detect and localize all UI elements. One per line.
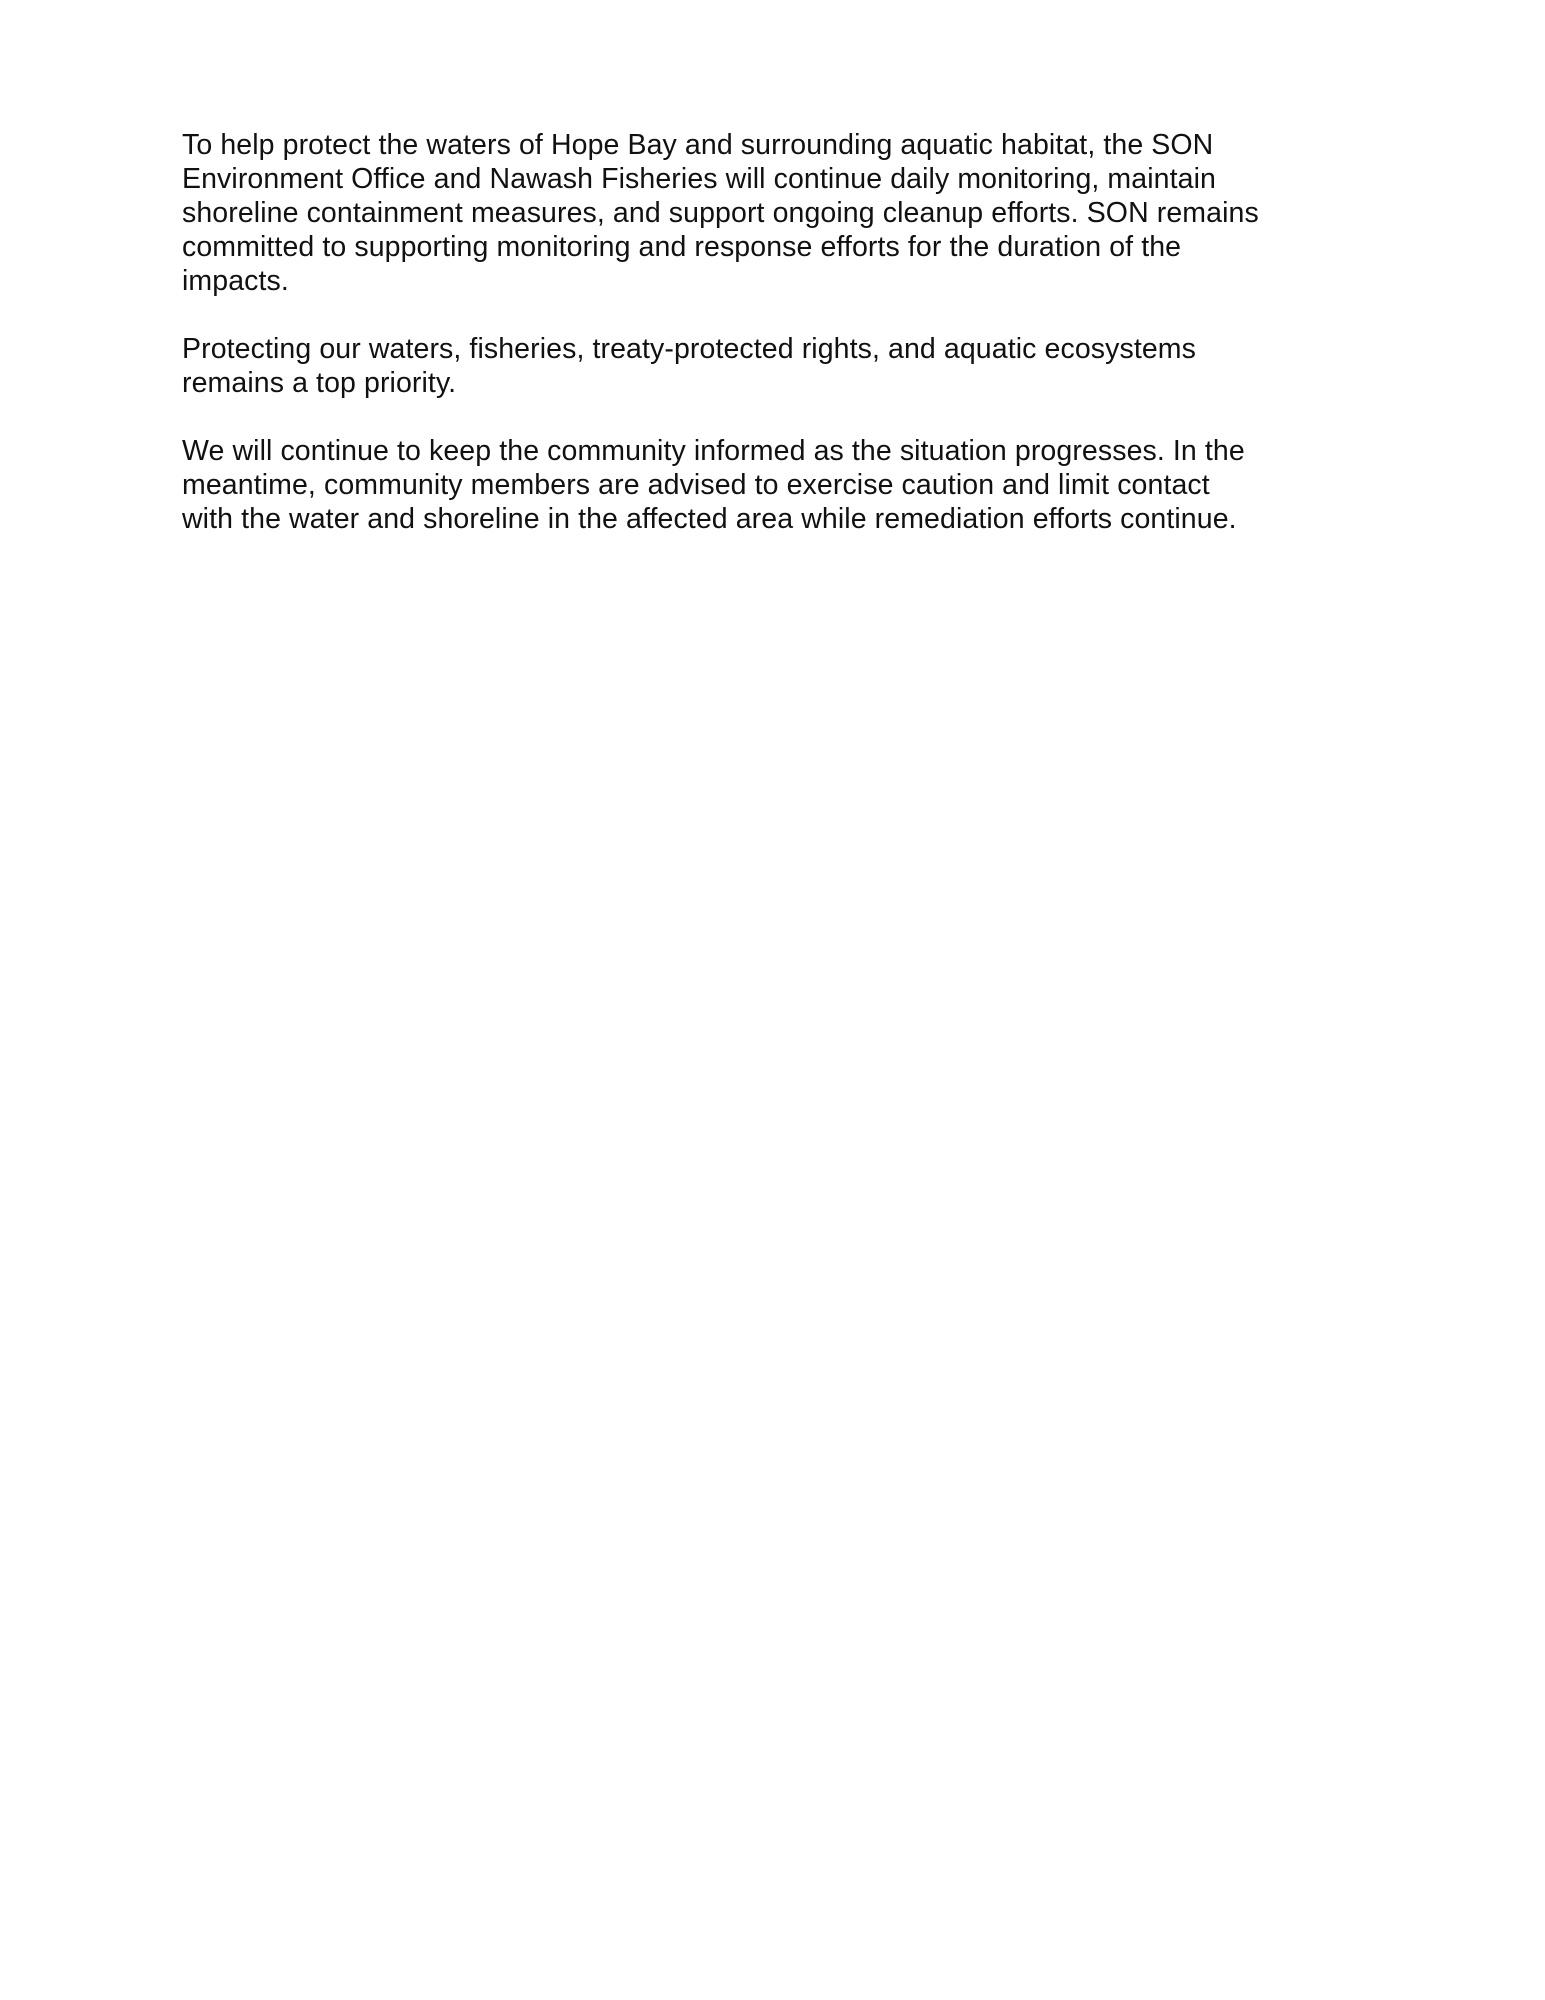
- paragraph-line: Environment Office and Nawash Fisheries will continue daily monitoring, maintain: [182, 163, 1216, 195]
- paragraph-line: with the water and shoreline in the affected area while remediation efforts continue.: [182, 503, 1237, 535]
- paragraph-line: We will continue to keep the community informed as the situation progresses. In the: [182, 435, 1245, 467]
- paragraph-line: meantime, community members are advised to exercise caution and limit contact: [182, 469, 1210, 501]
- paragraph-line: committed to supporting monitoring and response efforts for the duration of the: [182, 231, 1182, 263]
- paragraph-line: impacts.: [182, 265, 289, 297]
- paragraph-line: To help protect the waters of Hope Bay and surrounding aquatic habitat, the SON: [182, 129, 1214, 161]
- paragraph-priority: [182, 332, 1382, 400]
- paragraph-advisory: [182, 434, 1382, 536]
- paragraph-line: Protecting our waters, fisheries, treaty-protected rights, and aquatic ecosystems: [182, 333, 1196, 365]
- paragraph-line: remains a top priority.: [182, 367, 457, 399]
- paragraph-monitoring: [182, 128, 1382, 298]
- paragraph-line: shoreline containment measures, and support ongoing cleanup efforts. SON remains: [182, 197, 1259, 229]
- document-body: [182, 128, 1382, 570]
